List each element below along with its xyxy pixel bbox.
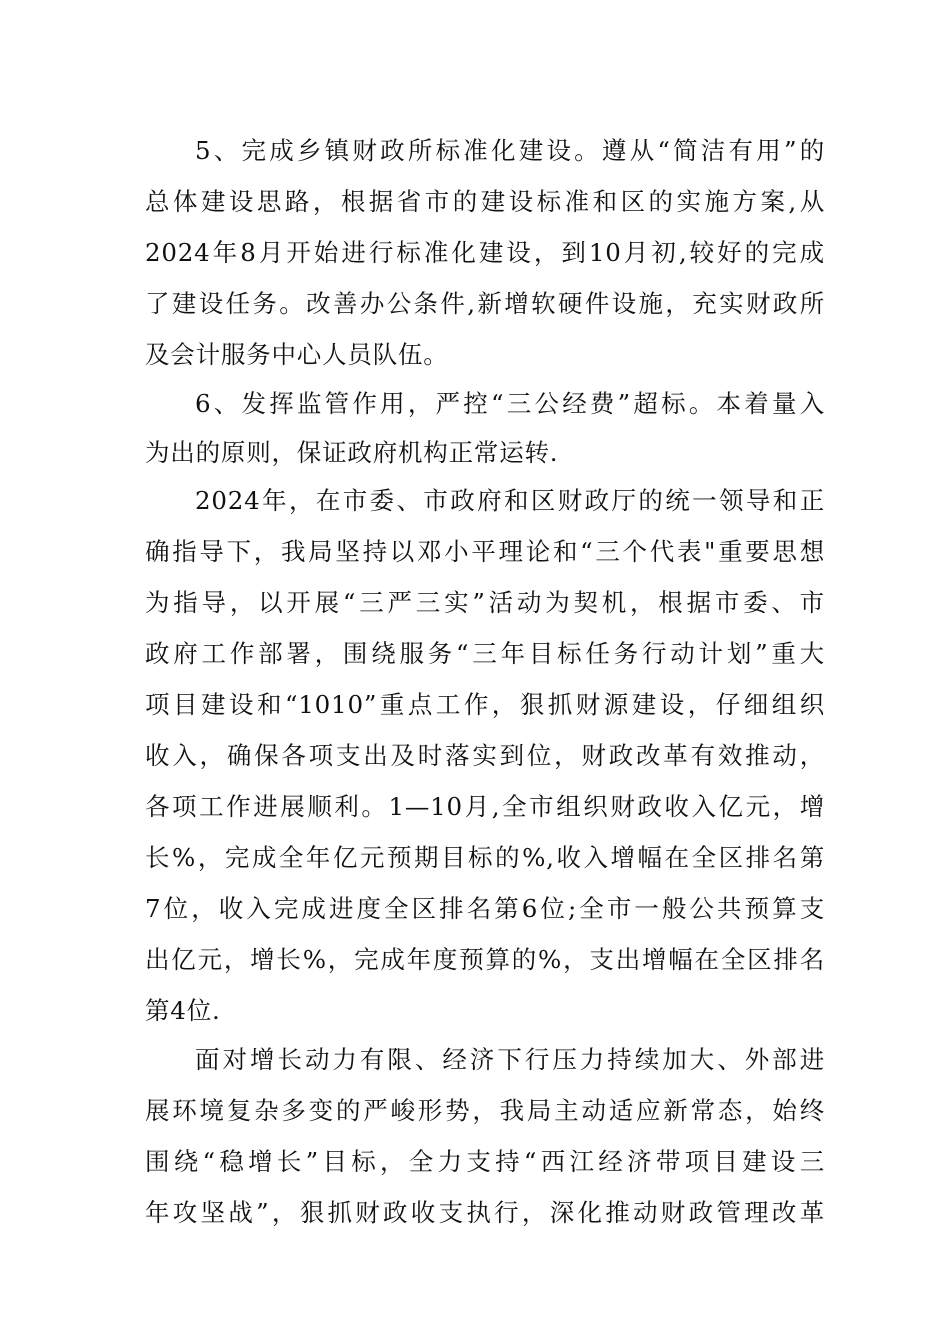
text-line: 各项工作进展顺利。1—10月,全市组织财政收入亿元，增 [145, 792, 825, 821]
text-line: 收入，确保各项支出及时落实到位，财政改革有效推动， [145, 741, 825, 770]
text-line: 2024年8月开始进行标准化建设，到10月初,较好的完成 [145, 238, 825, 267]
text-line: 为出的原则，保证政府机构正常运转. [145, 438, 559, 467]
text-line: 展环境复杂多变的严峻形势，我局主动适应新常态，始终 [145, 1096, 825, 1125]
text-line: 年攻坚战”，狠抓财政收支执行，深化推动财政管理改革 [145, 1198, 825, 1227]
text-line: 及会计服务中心人员队伍。 [145, 340, 449, 369]
text-line: 政府工作部署，围绕服务“三年目标任务行动计划”重大 [145, 639, 825, 668]
text-line: 6、发挥监管作用，严控“三公经费”超标。本着量入 [195, 389, 825, 418]
text-line: 项目建设和“1010”重点工作，狠抓财源建设，仔细组织 [145, 690, 825, 719]
text-line: 长%，完成全年亿元预期目标的%,收入增幅在全区排名第 [145, 843, 825, 872]
text-line: 面对增长动力有限、经济下行压力持续加大、外部进 [195, 1045, 825, 1074]
text-line: 围绕“稳增长”目标，全力支持“西江经济带项目建设三 [145, 1147, 825, 1176]
text-line: 确指导下，我局坚持以邓小平理论和“三个代表"重要思想 [145, 537, 825, 566]
text-line: 2024年，在市委、市政府和区财政厅的统一领导和正 [195, 486, 825, 515]
text-line: 总体建设思路，根据省市的建设标准和区的实施方案,从 [145, 187, 825, 216]
text-line: 第4位. [145, 996, 221, 1025]
text-line: 5、完成乡镇财政所标准化建设。遵从“简洁有用”的 [195, 136, 825, 165]
text-line: 出亿元，增长%，完成年度预算的%，支出增幅在全区排名 [145, 945, 825, 974]
text-line: 为指导，以开展“三严三实”活动为契机，根据市委、市 [145, 588, 825, 617]
text-line: 了建设任务。改善办公条件,新增软硬件设施，充实财政所 [145, 289, 825, 318]
text-line: 7位，收入完成进度全区排名第6位;全市一般公共预算支 [145, 894, 825, 923]
